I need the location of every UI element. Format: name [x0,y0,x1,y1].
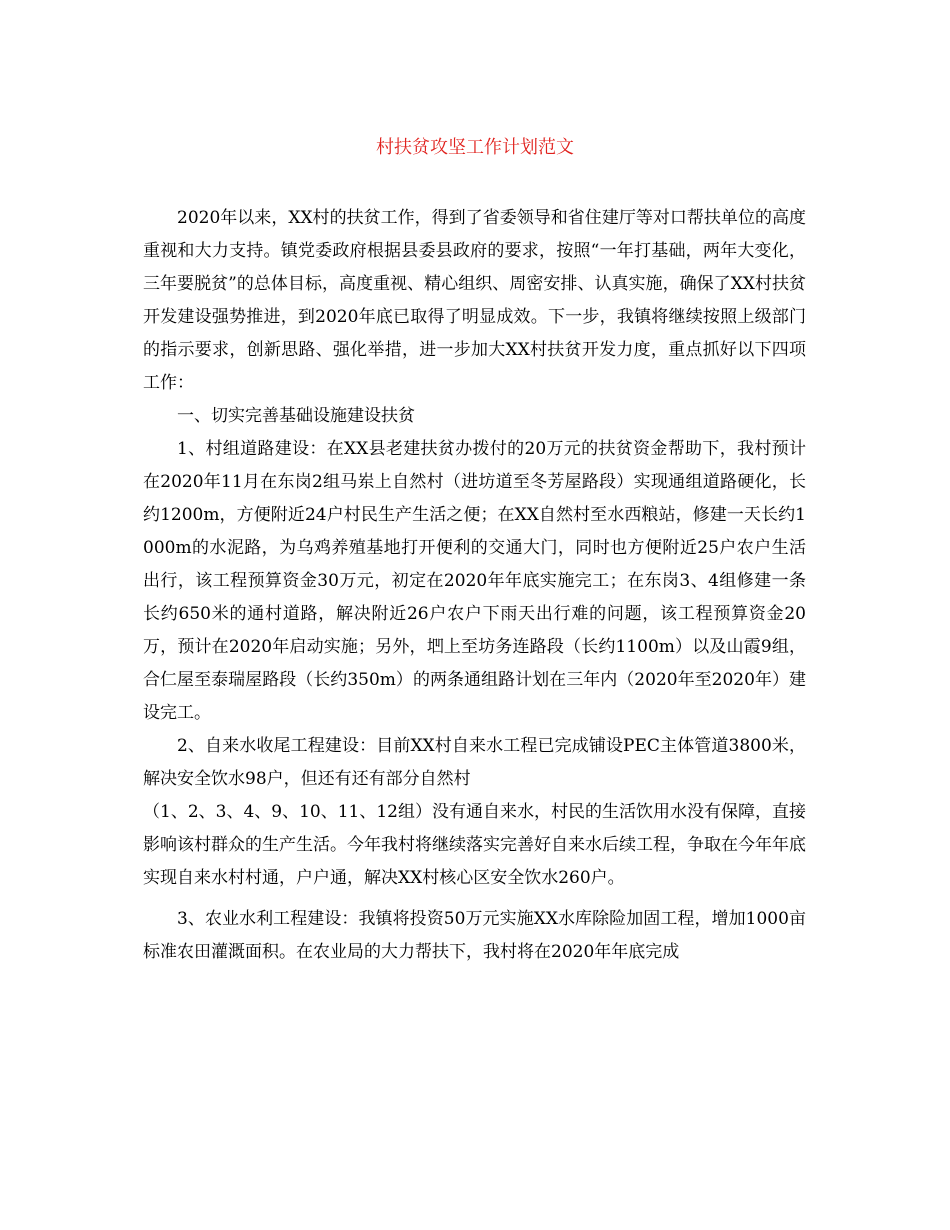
paragraph-water-project: 2、自来水收尾工程建设：目前XX村自来水工程已完成铺设PEC主体管道3800米，解决安全饮水98户，但还有还有部分自然村 [143,736,806,789]
paragraph-intro: 2020年以来，XX村的扶贫工作，得到了省委领导和省住建厅等对口帮扶单位的高度重视和大力支持。镇党委政府根据县委县政府的要求，按照“一年打基础，两年大变化，三年要脱贫”的总体目标，高度重视、精心组织、周密安排、认真实施，确保了XX村扶贫开发建设强势推进，到2020年底已取得了明显成效。下一步，我镇将继续按照上级部门的指示要求，创新思路、强化举措，进一步加大XX村扶贫开发力度，重点抓好以下四项工作： [143,208,806,393]
document-body [143,202,806,969]
paragraph-irrigation-project: 3、农业水利工程建设：我镇将投资50万元实施XX水库除险加固工程，增加1000亩标准农田灌溉面积。在农业局的大力帮扶下，我村将在2020年年底完成 [143,909,806,962]
paragraph-road-construction: 1、村组道路建设：在XX县老建扶贫办拨付的20万元的扶贫资金帮助下，我村预计在2020年11月在东岗2组马岽上自然村（进坊道至冬芳屋路段）实现通组道路硬化，长约1200m，方便附近24户村民生产生活之便；在XX自然村至水西粮站，修建一天长约1000m的水泥路，为乌鸡养殖基地打开便利的交通大门，同时也方便附近25户农户生活出行，该工程预算资金30万元，初定在2020年年底实施完工；在东岗3、4组修建一条长约650米的通村道路，解决附近26户农户下雨天出行难的问题，该工程预算资金20万，预计在2020年启动实施；另外，垇上至坊务连路段（长约1100m）以及山霞9组，合仁屋至泰瑞屋路段（长约350m）的两条通组路计划在三年内（2020年至2020年）建设完工。 [143,439,807,723]
paragraph-section-heading: 一、切实完善基础设施建设扶贫 [177,406,415,426]
paragraph-water-project-continued: （1、2、3、4、9、10、11、12组）没有通自来水，村民的生活饮用水没有保障，直接影响该村群众的生产生活。今年我村将继续落实完善好自来水后续工程，争取在今年年底实现自来水村村通，户户通，解决XX村核心区安全饮水260户。 [143,802,806,888]
document-title: 村扶贫攻坚工作计划范文 [376,137,574,158]
